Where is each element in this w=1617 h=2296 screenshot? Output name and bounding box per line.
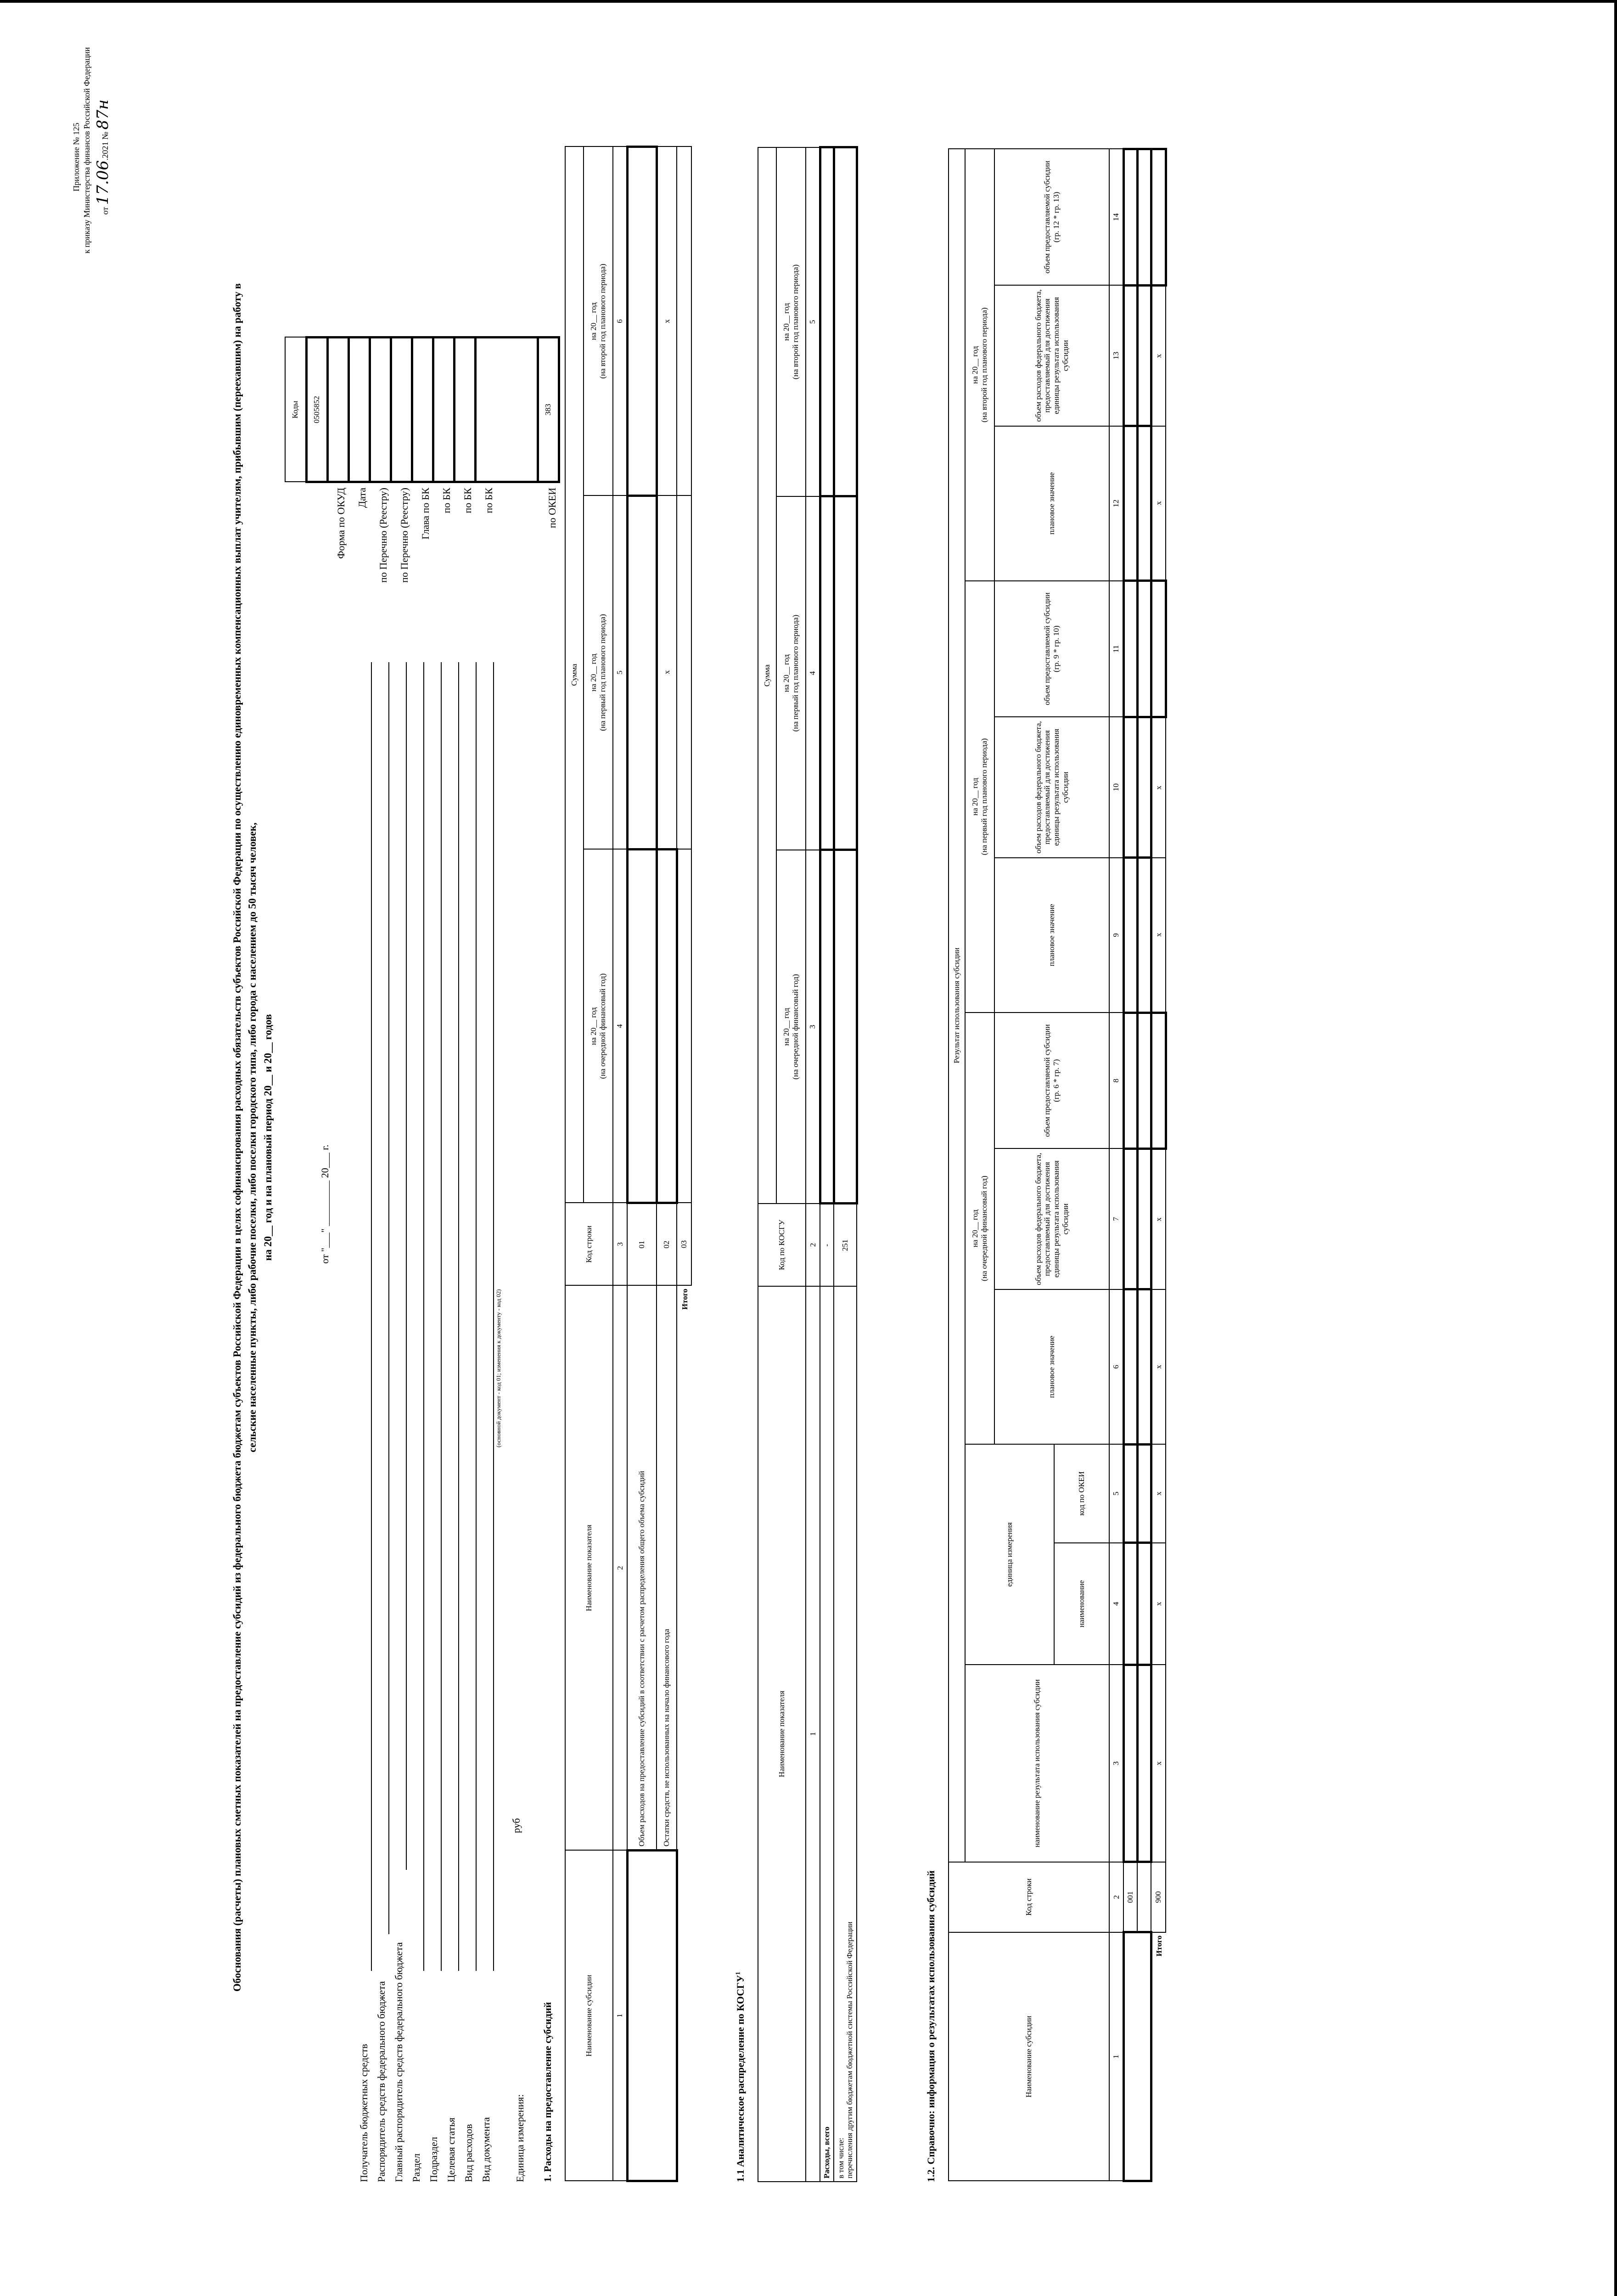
- s1-total-y1: [677, 850, 691, 1203]
- s12-col-y1: [965, 1013, 994, 1444]
- s12-vol2-formula: (гр. 9 * гр. 10): [1052, 625, 1061, 672]
- section11-title-sup: 1: [735, 1971, 742, 1975]
- s12-col-name: Наименование субсидии: [949, 1932, 1109, 2181]
- s1-col-code: Код строки: [565, 1203, 613, 1286]
- appendix-handwritten-number: 87н: [93, 99, 112, 130]
- s11-row2-y3[interactable]: [834, 147, 857, 496]
- s12-y3-sub: (на второй год планового периода): [980, 307, 988, 422]
- s1-row1-y2[interactable]: [627, 496, 657, 850]
- document-title: [230, 93, 275, 2182]
- s12-row1-c11[interactable]: [1123, 581, 1137, 717]
- s1-col-y2: [584, 496, 613, 850]
- bk1-label: по БК: [441, 488, 452, 513]
- title-line3: на 20__ год и на плановый период 20__ и 20__ годов: [262, 1014, 274, 1261]
- s12-num-8: 8: [1109, 1013, 1123, 1148]
- s1-num-1: 1: [613, 1851, 627, 2181]
- okei-label: по ОКЕИ: [546, 488, 558, 529]
- section12-title: 1.2. Справочно: информация о результатах использования субсидий: [925, 1870, 937, 2182]
- bk2-value[interactable]: [433, 338, 454, 482]
- s12-y2: на 20__ год: [971, 777, 980, 816]
- expenses-table: [565, 146, 692, 2182]
- s12-row1-code: 001: [1123, 1862, 1137, 1932]
- s12-num-4: 4: [1109, 1543, 1123, 1665]
- field-expense-type-line[interactable]: [476, 662, 477, 1971]
- s12-total-label: Итого: [1151, 1932, 1166, 2181]
- field-manager: Распорядитель средств федерального бюджета: [376, 1981, 387, 2182]
- s12-row2-c5[interactable]: [1137, 1444, 1151, 1543]
- bk3-label: по БК: [483, 488, 494, 513]
- s12-total-c12: x: [1151, 426, 1166, 581]
- s1-row2-y2: x: [657, 496, 677, 850]
- s1-col-sum: Сумма: [565, 146, 584, 1203]
- s1-num-3: 3: [613, 1203, 627, 1286]
- appendix-line3: [93, 61, 113, 253]
- s12-row1-c10[interactable]: [1123, 717, 1137, 858]
- reestr2-value[interactable]: [370, 338, 391, 482]
- field-manager-line[interactable]: [388, 662, 389, 1934]
- s12-y1: на 20__ год: [971, 1209, 980, 1248]
- unit-value: руб: [511, 1818, 522, 1833]
- s12-row2-c13[interactable]: [1137, 285, 1151, 426]
- kosgu-table: [758, 146, 858, 2182]
- unit-label: Единица измерения:: [514, 2094, 526, 2182]
- s11-row2-y2[interactable]: [834, 496, 857, 850]
- s12-total-c10: x: [1151, 717, 1166, 858]
- s1-num-5: 5: [613, 496, 627, 850]
- bk3-value[interactable]: [454, 338, 475, 482]
- s1-row2-y3: x: [657, 146, 677, 495]
- s11-num-5: 5: [806, 147, 820, 496]
- field-section-line[interactable]: [423, 662, 424, 1971]
- s12-num-7: 7: [1109, 1148, 1123, 1289]
- s11-y2: на 20__ год: [782, 654, 791, 692]
- s12-total-c5: x: [1151, 1444, 1166, 1543]
- s11-col-y1: [776, 850, 806, 1204]
- s12-num-9: 9: [1109, 858, 1123, 1013]
- s1-total-label: Итого: [677, 1286, 691, 2181]
- s12-row2-c6[interactable]: [1137, 1289, 1151, 1444]
- field-chief-manager: Главный распорядитель средств федерального бюджета: [393, 1942, 404, 2182]
- date-value[interactable]: [327, 338, 348, 482]
- s11-row1-y1[interactable]: [820, 850, 834, 1204]
- s12-total-c9: x: [1151, 858, 1166, 1013]
- s11-num-4: 4: [806, 496, 820, 850]
- okei-value: 383: [538, 338, 559, 482]
- s12-vol-2: [994, 581, 1109, 717]
- field-target-item: Целевая статья: [445, 2117, 457, 2182]
- s11-row1-code: -: [820, 1204, 834, 1286]
- s12-total-c8[interactable]: [1151, 1013, 1166, 1148]
- appendix-block: [71, 47, 113, 253]
- s12-y2-sub: (на первый год планового периода): [980, 738, 988, 855]
- s12-total-c13: x: [1151, 285, 1166, 426]
- field-subsection: Подраздел: [428, 2137, 439, 2182]
- s1-row1-label: Объем расходов на предоставление субсидий в соответствии с расчетом распределения общего объема субсидий: [627, 1286, 657, 1851]
- s12-total-c7: x: [1151, 1148, 1166, 1289]
- s12-vol-3: [994, 149, 1109, 286]
- s12-num-10: 10: [1109, 717, 1123, 858]
- s12-num-12: 12: [1109, 426, 1123, 581]
- s1-total-code: 03: [677, 1203, 691, 1286]
- s12-num-13: 13: [1109, 285, 1123, 426]
- title-line2: сельские населенные пункты, либо рабочие поселки, либо поселки городского типа, либо города с населением до 50 тысяч человек,: [247, 822, 258, 1452]
- s12-col-okei: код по ОКЕИ: [1054, 1444, 1109, 1543]
- codes-table: [285, 336, 560, 483]
- s1-num-4: 4: [613, 850, 627, 1203]
- s12-row2-c8[interactable]: [1137, 1013, 1151, 1148]
- okud-value: 0505852: [306, 338, 327, 482]
- s12-row2-c10[interactable]: [1137, 717, 1151, 858]
- s12-row2-c3[interactable]: [1137, 1665, 1151, 1862]
- s12-total-c14[interactable]: [1151, 149, 1166, 286]
- s11-num-1: 1: [806, 1286, 820, 2182]
- field-recipient: Получатель бюджетных средств: [358, 2044, 370, 2182]
- field-doc-type-line[interactable]: [493, 662, 494, 1971]
- appendix-line1: Приложение № 125: [72, 123, 81, 191]
- s1-y1: на 20__ год: [589, 1007, 598, 1045]
- s12-row1-c6[interactable]: [1123, 1289, 1137, 1444]
- section1-title: 1. Расходы на предоставление субсидий: [542, 2002, 553, 2182]
- s1-y3-sub: (на второй год планового периода): [598, 264, 607, 379]
- s11-num-3: 3: [806, 850, 820, 1204]
- s12-num-14: 14: [1109, 149, 1123, 286]
- glava-value[interactable]: [391, 338, 412, 482]
- date-label: Дата: [356, 488, 368, 508]
- s1-row1-code: 01: [627, 1203, 657, 1286]
- appendix-line2: к приказу Министерства финансов Российской Федерации: [82, 47, 92, 253]
- s12-expense-1: объем расходов федерального бюджета, предоставляемый для достижения единицы результата использования субсидии: [994, 1148, 1109, 1289]
- s12-total-c11[interactable]: [1151, 581, 1166, 717]
- s12-num-6: 6: [1109, 1289, 1123, 1444]
- doc-type-note: (основной документ - код 01; изменения к документу - код 02): [495, 1289, 502, 1447]
- s1-row1-y1[interactable]: [627, 850, 657, 1203]
- section11-title: [735, 1972, 747, 2182]
- s12-col-result: Результат использования субсидии: [949, 149, 965, 1862]
- s12-row1-c12[interactable]: [1123, 426, 1137, 581]
- s1-total-y3: [677, 146, 691, 495]
- s12-col-unit: единица измерения: [965, 1444, 1054, 1665]
- s11-col-y2: [776, 496, 806, 850]
- s1-col-indicator: Наименование показателя: [565, 1286, 613, 1851]
- s11-row2-code: 251: [834, 1204, 857, 1286]
- s12-row2-c11[interactable]: [1137, 581, 1151, 717]
- s12-row2-c4[interactable]: [1137, 1543, 1151, 1665]
- s12-row2-code: [1137, 1862, 1151, 1932]
- s1-row1-y3[interactable]: [627, 146, 657, 495]
- s11-row1-y3[interactable]: [820, 147, 834, 496]
- s12-num-2: 2: [1109, 1862, 1123, 1932]
- s12-row1-c14[interactable]: [1123, 149, 1137, 286]
- s12-col-resname: наименование результата использования субсидии: [965, 1665, 1109, 1862]
- s1-num-6: 6: [613, 146, 627, 495]
- s11-row2-intro: в том числе:: [836, 2138, 845, 2178]
- s12-numbers-row: [1109, 149, 1123, 2181]
- s12-row1-c5[interactable]: [1123, 1444, 1137, 1543]
- s12-total-c3: x: [1151, 1665, 1166, 1862]
- results-table: [948, 148, 1167, 2182]
- s11-row2-label: [834, 1286, 857, 2182]
- s11-num-2: 2: [806, 1204, 820, 1286]
- s12-y3: на 20__ год: [971, 346, 980, 384]
- s12-vol1-formula: (гр. 6 * гр. 7): [1052, 1059, 1061, 1102]
- appendix-year: .2021 №: [100, 131, 110, 160]
- s12-vol3-text: объем предоставляемой субсидии: [1043, 161, 1052, 274]
- bk4-value[interactable]: [475, 338, 538, 482]
- field-section: Раздел: [410, 2153, 422, 2182]
- s12-plan-1: плановое значение: [994, 1289, 1109, 1444]
- s12-row1-c4[interactable]: [1123, 1543, 1137, 1665]
- s12-col-code: Код строки: [949, 1862, 1109, 1932]
- s12-y1-sub: (на очередной финансовый год): [980, 1176, 988, 1281]
- s12-row2-c9[interactable]: [1137, 858, 1151, 1013]
- s12-num-3: 3: [1109, 1665, 1123, 1862]
- field-chief-manager-line[interactable]: [406, 662, 407, 1870]
- section11-title-text: 1.1 Аналитическое распределение по КОСГУ: [735, 1975, 746, 2182]
- s11-col-y3: [776, 147, 806, 496]
- s12-row1-c8[interactable]: [1123, 1013, 1137, 1148]
- s1-row2-y1[interactable]: [657, 850, 677, 1203]
- s12-num-5: 5: [1109, 1444, 1123, 1543]
- s12-total-c4: x: [1151, 1543, 1166, 1665]
- field-recipient-line[interactable]: [371, 662, 372, 1971]
- s12-row1-c13[interactable]: [1123, 285, 1137, 426]
- s1-row2-label: Остатки средств, не использованных на начало финансового года: [657, 1286, 677, 1851]
- s12-num-1: 1: [1109, 1932, 1123, 2181]
- appendix-handwritten-date: 17.06: [93, 160, 112, 205]
- s12-plan-2: плановое значение: [994, 858, 1109, 1013]
- s1-y2: на 20__ год: [589, 653, 598, 692]
- appendix-date-prefix: от: [100, 207, 110, 215]
- s11-row2-text: перечисления другим бюджетам бюджетной системы Российской Федерации: [845, 1921, 854, 2178]
- s12-row1-c3[interactable]: [1123, 1665, 1137, 1862]
- date-line: от "___" _________ 20___ г.: [319, 1144, 331, 1264]
- s12-col-unitname: наименование: [1054, 1543, 1109, 1665]
- s1-y1-sub: (на очередной финансовый год): [598, 973, 607, 1079]
- s12-vol-1: [994, 1013, 1109, 1148]
- s11-row2-y1[interactable]: [834, 850, 857, 1204]
- s1-subsidy-name[interactable]: [627, 1851, 677, 2181]
- field-doc-type: Вид документа: [480, 2117, 492, 2182]
- reestr1-value[interactable]: [348, 338, 370, 482]
- s12-row2-c12[interactable]: [1137, 426, 1151, 581]
- bk2-label: по БК: [462, 488, 473, 513]
- s12-col-y2: [965, 581, 994, 1013]
- s12-expense-2: объем расходов федерального бюджета, предоставляемый для достижения единицы результата использования субсидии: [994, 717, 1109, 858]
- s12-row2-c14[interactable]: [1137, 149, 1151, 286]
- s1-col-name: Наименование субсидии: [565, 1851, 613, 2181]
- s11-y3-sub: (на второй год планового периода): [791, 264, 800, 380]
- field-target-item-line[interactable]: [458, 662, 459, 1971]
- codes-header: Коды: [285, 338, 306, 482]
- s11-y2-sub: (на первый год планового периода): [791, 614, 800, 732]
- s12-row1-c9[interactable]: [1123, 858, 1137, 1013]
- s11-row1-label: Расходы, всего: [820, 1286, 834, 2182]
- bk1-value[interactable]: [412, 338, 433, 482]
- s11-col-kosgu: Код по КОСГУ: [758, 1204, 806, 1286]
- s12-num-11: 11: [1109, 581, 1123, 717]
- reestr1-label: по Перечню (Реестру): [377, 488, 389, 583]
- s12-total-code: 900: [1151, 1862, 1166, 1932]
- s12-expense-3: объем расходов федерального бюджета, предоставляемый для достижения единицы результата использования субсидии: [994, 285, 1109, 426]
- s11-y3: на 20__ год: [782, 303, 791, 341]
- okud-label: Форма по ОКУД: [335, 488, 347, 559]
- s11-y1: на 20__ год: [782, 1007, 791, 1046]
- glava-label: Глава по БК: [420, 488, 431, 540]
- s12-vol3-formula: (гр. 12 * гр. 13): [1052, 191, 1061, 242]
- s11-col-sum: Сумма: [758, 147, 776, 1204]
- s11-row1-y2[interactable]: [820, 496, 834, 850]
- s12-row2-c7[interactable]: [1137, 1148, 1151, 1289]
- s11-col-indicator: Наименование показателя: [758, 1286, 806, 2182]
- s1-num-2: 2: [613, 1286, 627, 1851]
- s11-y1-sub: (на очередной финансовый год): [791, 974, 800, 1080]
- s12-vol1-text: объем предоставляемой субсидии: [1043, 1024, 1052, 1137]
- s1-col-y1: [584, 850, 613, 1203]
- s12-vol2-text: объем предоставляемой субсидии: [1043, 592, 1052, 705]
- field-expense-type: Вид расходов: [463, 2124, 474, 2182]
- title-line1: Обоснования (расчеты) плановых сметных показателей на предоставление субсидий из федерального бюджета бюджетам субъектов Российской Федерации в целях софинансирования расходных обязательств субъектов Российской Федерации по осуществлению единовременных компенсационных выплат учителям, прибывшим (переехавшим) на работу в: [231, 283, 243, 1992]
- s1-total-y2: [677, 496, 691, 850]
- s12-col-y3: [965, 149, 994, 581]
- reestr2-label: по Перечню (Реестру): [399, 488, 410, 583]
- s1-col-y3: [584, 146, 613, 495]
- s12-subsidy-name[interactable]: [1123, 1932, 1151, 2181]
- s1-y2-sub: (на первый год планового периода): [598, 614, 607, 731]
- s12-total-c6: x: [1151, 1289, 1166, 1444]
- s1-row2-code: 02: [657, 1203, 677, 1286]
- s1-y3: на 20__ год: [589, 302, 598, 340]
- s12-plan-3: плановое значение: [994, 426, 1109, 581]
- field-subsection-line[interactable]: [441, 662, 442, 1971]
- s12-row1-c7[interactable]: [1123, 1148, 1137, 1289]
